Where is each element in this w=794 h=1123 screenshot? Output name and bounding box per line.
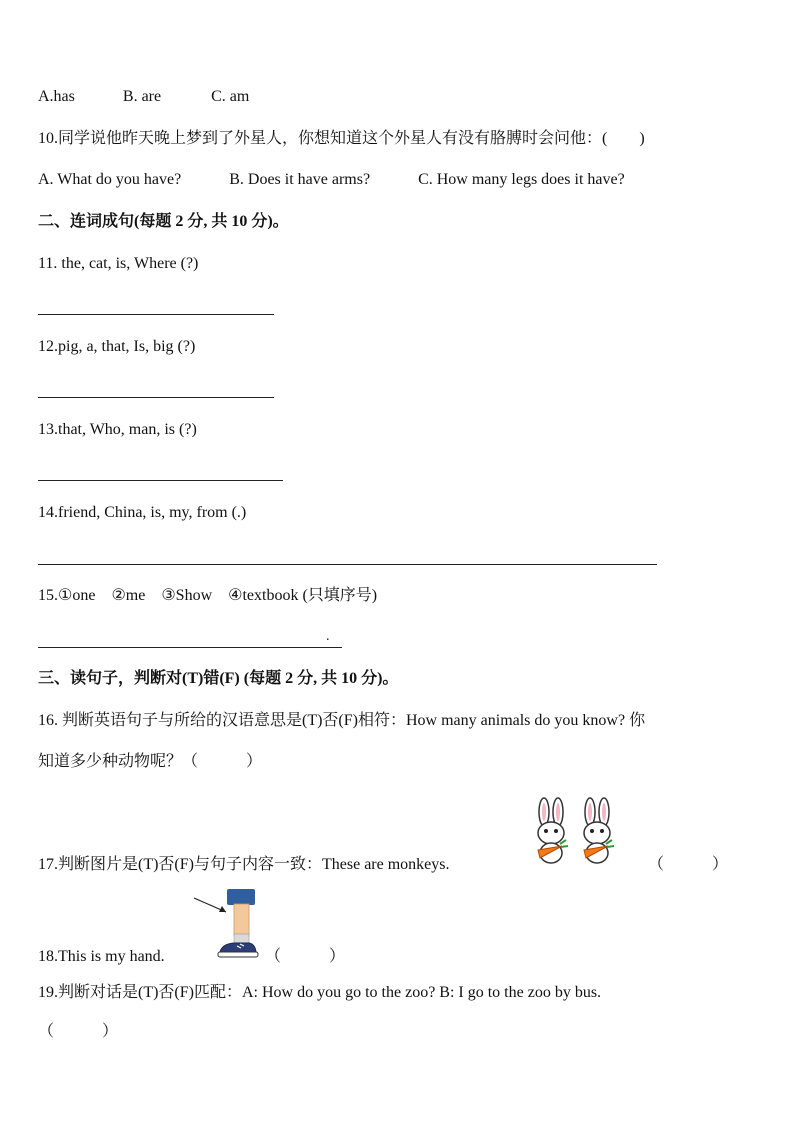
leg-icon bbox=[234, 904, 249, 936]
q11-question: 11. the, cat, is, Where (?) bbox=[38, 255, 199, 272]
sneaker-icon bbox=[220, 943, 256, 952]
q13-answer-line[interactable] bbox=[38, 480, 283, 481]
q10-question: 10.同学说他昨天晚上梦到了外星人，你想知道这个外星人有没有胳膊时会问他：( ) bbox=[38, 130, 645, 147]
q10-options bbox=[38, 170, 625, 190]
section-2-heading: 二、连词成句(每题 2 分, 共 10 分)。 bbox=[38, 213, 289, 230]
rabbit-right-icon bbox=[584, 798, 614, 863]
q11-answer-line[interactable] bbox=[38, 314, 274, 315]
q9-option-b: B. are bbox=[122, 88, 162, 105]
leg-image bbox=[190, 886, 264, 964]
q18-question: 18.This is my hand. bbox=[38, 948, 165, 965]
q14-question: 14.friend, China, is, my, from (.) bbox=[38, 504, 247, 521]
q19-answer-bracket[interactable]: （ ） bbox=[38, 1023, 119, 1040]
q15-end-dot: . bbox=[326, 629, 330, 644]
q16-question-line1: 16. 判断英语句子与所给的汉语意思是(T)否(F)相符：How many animals do you know? 你 bbox=[38, 712, 646, 729]
q10-option-a: A. What do you have? bbox=[38, 171, 182, 188]
q17-answer-bracket[interactable]: （ ） bbox=[648, 856, 729, 873]
q12-answer-line[interactable] bbox=[38, 397, 274, 398]
q16-question-line2: 知道多少种动物呢？（ ） bbox=[38, 753, 263, 770]
rabbit-left-icon bbox=[538, 798, 568, 863]
q10-option-b: B. Does it have arms? bbox=[229, 171, 371, 188]
q12-question: 12.pig, a, that, Is, big (?) bbox=[38, 338, 196, 355]
q17-question: 17.判断图片是(T)否(F)与句子内容一致：These are monkeys. bbox=[38, 856, 450, 873]
shorts-icon bbox=[227, 889, 255, 905]
q14-answer-line[interactable] bbox=[38, 564, 657, 565]
q18-answer-bracket[interactable]: （ ） bbox=[265, 948, 346, 965]
q9-option-a: A.has bbox=[38, 88, 75, 105]
q10-option-c: C. How many legs does it have? bbox=[418, 171, 625, 188]
q9-options bbox=[38, 87, 249, 107]
section-3-heading: 三、读句子，判断对(T)错(F) (每题 2 分, 共 10 分)。 bbox=[38, 670, 399, 687]
rabbits-image bbox=[526, 796, 622, 866]
q13-question: 13.that, Who, man, is (?) bbox=[38, 421, 197, 438]
q15-question: 15.①one ②me ③Show ④textbook (只填序号) bbox=[38, 587, 378, 604]
q15-answer-line[interactable] bbox=[38, 647, 342, 648]
q19-question: 19.判断对话是(T)否(F)匹配：A: How do you go to the zoo? B: I go to the zoo by bus. bbox=[38, 984, 602, 1001]
q9-option-c: C. am bbox=[211, 88, 250, 105]
